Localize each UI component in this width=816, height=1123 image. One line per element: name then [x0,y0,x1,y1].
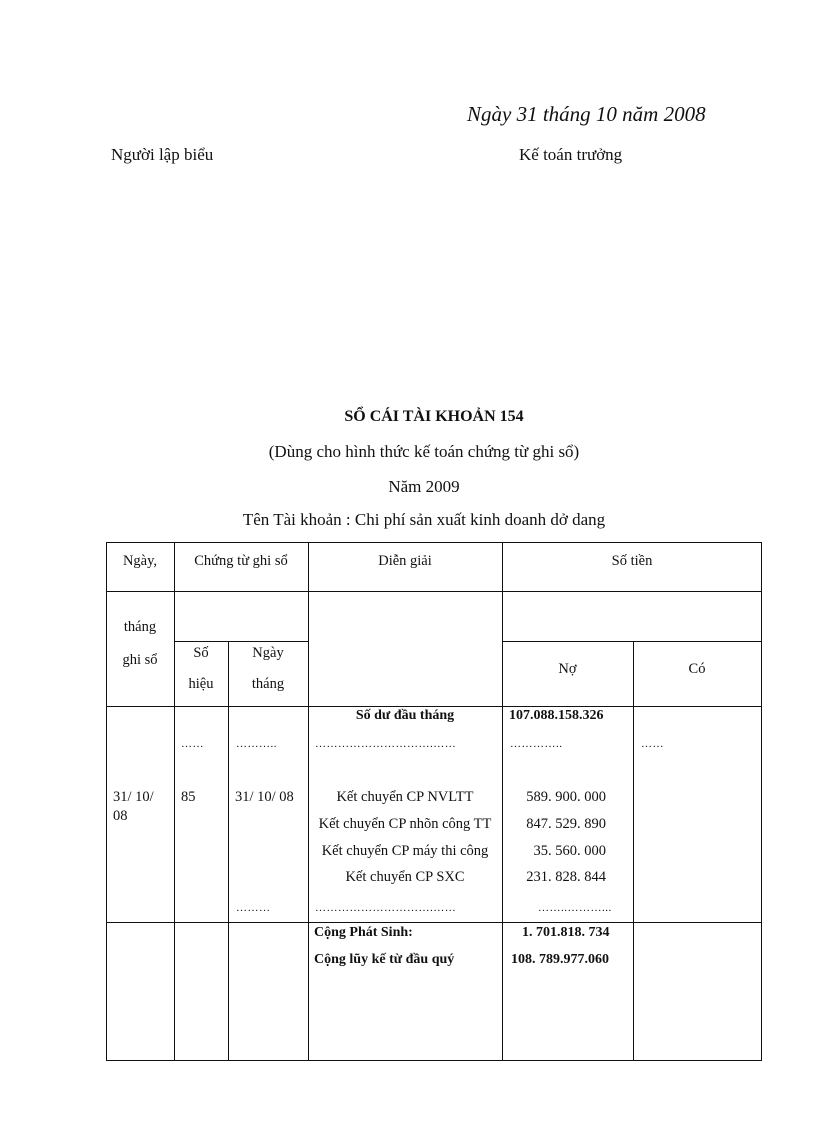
opening-balance-debit: 107.088.158.326 [509,708,604,723]
table-rule [174,542,175,1061]
ledger-table [106,542,762,1061]
header-date: Ngày, [122,553,158,569]
header-date-line3: ghi sổ [122,652,158,668]
header-credit: Có [688,661,706,677]
header-voucher-no: Số [193,645,209,661]
opening-balance-label: Số dư đầu tháng [355,708,455,723]
table-rule [174,641,308,642]
entry-voucher-no: 85 [181,789,196,805]
entry-description: Kết chuyển CP NVLTT [336,789,474,805]
header-amount: Số tiền [611,553,653,569]
entry-debit: 35. 560. 000 [533,843,606,859]
dot-leader: ………………………….…… [315,738,457,750]
dot-leader: ……… [236,902,271,914]
header-description: Diễn giải [378,553,432,569]
dot-leader: …… [641,738,664,750]
entry-debit: 231. 828. 844 [526,869,606,885]
dot-leader: ……….. [236,738,277,750]
entry-description: Kết chuyển CP máy thi công [321,843,489,859]
account-name: Tên Tài khoản : Chi phí sản xuất kinh doanh dở dang [242,510,606,529]
ledger-year: Năm 2009 [388,477,460,496]
header-debit: Nợ [558,661,577,677]
table-rule [633,641,634,1061]
entry-debit: 847. 529. 890 [526,816,606,832]
dot-leader: …… [181,738,204,750]
dot-leader: ……..………... [538,902,612,914]
preparer-label: Người lập biểu [111,145,214,164]
header-date-line2: tháng [123,619,157,635]
table-rule [106,591,762,592]
table-border-top [106,542,762,543]
table-border-right [761,542,762,1061]
cumulative-total-value: 108. 789.977.060 [511,952,609,967]
header-voucher-no-line2: hiệu [188,676,214,692]
document-date: Ngày 31 tháng 10 năm 2008 [467,102,706,126]
table-rule [228,641,229,1061]
table-rule [106,922,762,923]
ledger-title: SỔ CÁI TÀI KHOẢN 154 [344,408,524,425]
entry-date-line2: 08 [113,808,128,824]
period-total-value: 1. 701.818. 734 [522,925,610,940]
entry-description: Kết chuyển CP SXC [345,869,465,885]
dot-leader: ………………………….…… [315,902,457,914]
header-voucher: Chứng từ ghi sổ [194,553,288,569]
entry-description: Kết chuyển CP nhõn công TT [318,816,492,832]
header-voucher-date-line2: tháng [251,676,285,692]
table-rule [502,641,762,642]
entry-date: 31/ 10/ [113,789,154,805]
table-border-bottom [106,1060,762,1061]
entry-voucher-date: 31/ 10/ 08 [235,789,294,805]
chief-accountant-label: Kế toán trưởng [519,145,623,164]
period-total-label: Cộng Phát Sinh: [314,925,413,940]
header-voucher-date: Ngày [252,645,284,661]
dot-leader: ………….. [510,738,563,750]
table-rule [106,706,762,707]
entry-debit: 589. 900. 000 [526,789,606,805]
ledger-subtitle: (Dùng cho hình thức kế toán chứng từ ghi sổ) [268,442,580,461]
cumulative-total-label: Cộng lũy kế từ đầu quý [314,952,455,967]
